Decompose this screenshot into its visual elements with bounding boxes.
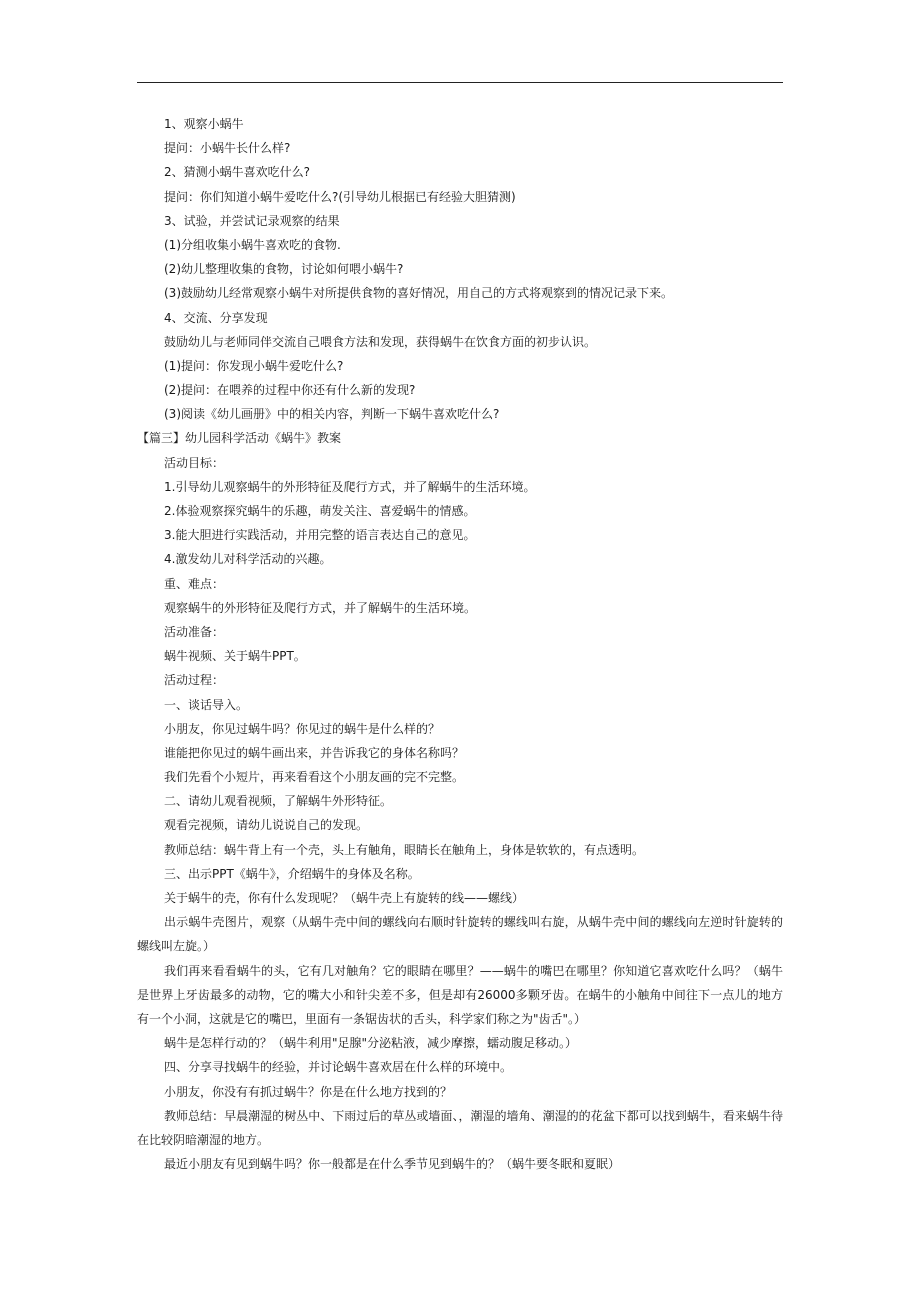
text-line: 谁能把你见过的蜗牛画出来，并告诉我它的身体名称吗？ [164,745,465,760]
step-2-heading: 2、猜测小蜗牛喜欢吃什么? [164,165,311,180]
text-line: 1.引导幼儿观察蜗牛的外形特征及爬行方式，并了解蜗牛的生活环境。 [164,479,536,494]
text-line: 鼓励幼儿与老师同伴交流自己喂食方法和发现，获得蜗牛在饮食方面的初步认识。 [164,334,597,349]
text-line: (1)分组收集小蜗牛喜欢吃的食物. [164,237,341,252]
text-line: 活动目标： [164,455,225,470]
section-title: 【篇三】幼儿园科学活动《蜗牛》教案 [137,431,342,446]
paragraph-mouth: 我们再来看看蜗牛的头，它有几对触角？它的眼睛在哪里？——蜗牛的嘴巴在哪里？你知道它喜欢吃什么吗？（蜗牛是世界上牙齿最多的动物，它的嘴大小和针尖差不多，但是却有26000多颗牙齿。在蜗牛的小触角中间往下一点儿的地方有一个小洞，这就是它的嘴巴，里面有一条锯齿状的舌头，科学家们称之为"齿舌"。） [137,963,783,1026]
step-4-heading: 4、交流、分享发现 [164,310,268,325]
text-line: 最近小朋友有见到蜗牛吗？你一般都是在什么季节见到蜗牛的？（蜗牛要冬眠和夏眠） [164,1157,621,1172]
text-line: 关于蜗牛的壳，你有什么发现呢？（蜗牛壳上有旋转的线——螺线） [164,891,525,905]
header-rule [137,82,783,83]
text-line: 3.能大胆进行实践活动，并用完整的语言表达自己的意见。 [164,528,476,543]
text-line: 我们先看个小短片，再来看看这个小朋友画的完不完整。 [164,770,465,785]
text-line: 四、分享寻找蜗牛的经验，并讨论蜗牛喜欢居在什么样的环境中。 [164,1060,513,1075]
text-line: 观察蜗牛的外形特征及爬行方式，并了解蜗牛的生活环境。 [164,600,477,615]
text-line: 提问：小蜗牛长什么样? [164,141,291,156]
text-line: 一、谈话导入。 [164,697,249,712]
text-line: 观看完视频，请幼儿说说自己的发现。 [164,818,369,833]
text-line: 重、难点： [164,576,225,591]
step-1-heading: 1、观察小蜗牛 [164,117,244,131]
text-line: 三、出示PPT《蜗牛》，介绍蜗牛的身体及名称。 [164,866,420,881]
text-line: 2.体验观察探究蜗牛的乐趣，萌发关注、喜爱蜗牛的情感。 [164,504,476,518]
text-line: 蜗牛视频、关于蜗牛PPT。 [164,649,306,664]
text-line: (1)提问：你发现小蜗牛爱吃什么? [164,358,344,373]
text-line: 提问：你们知道小蜗牛爱吃什么?(引导幼儿根据已有经验大胆猜测) [164,189,516,204]
text-line: (3)阅读《幼儿画册》中的相关内容，判断一下蜗牛喜欢吃什么? [164,407,500,422]
text-line: 活动准备： [164,624,225,639]
text-line: (2)幼儿整理收集的食物，讨论如何喂小蜗牛? [164,262,404,277]
paragraph-shell: 出示蜗牛壳图片，观察（从蜗牛壳中间的螺线向右顺时针旋转的螺线叫右旋，从蜗牛壳中间的螺线向左逆时针旋转的螺线叫左旋。） [137,915,783,954]
step-3-heading: 3、试验，并尝试记录观察的结果 [164,213,340,228]
text-line: 4.激发幼儿对科学活动的兴趣。 [164,552,332,567]
text-line: 小朋友，你见过蜗牛吗？你见过的蜗牛是什么样的？ [164,721,441,736]
text-line: 小朋友，你没有有抓过蜗牛？你是在什么地方找到的？ [164,1084,453,1099]
paragraph-summary: 教师总结：早晨潮湿的树丛中、下雨过后的草丛或墙面、，潮湿的墙角、潮湿的的花盆下都可以找到蜗牛，看来蜗牛待在比较阴暗潮湿的地方。 [137,1108,783,1147]
text-line: (3)鼓励幼儿经常观察小蜗牛对所提供食物的喜好情况，用自己的方式将观察到的情况记录下来。 [164,286,674,301]
text-line: 二、请幼儿观看视频，了解蜗牛外形特征。 [164,794,393,809]
text-line: 蜗牛是怎样行动的？（蜗牛利用"足腺"分泌粘液，减少摩擦，蠕动腹足移动。） [164,1036,578,1051]
text-line: 活动过程： [164,673,225,688]
document-body [137,112,783,1176]
text-line: (2)提问：在喂养的过程中你还有什么新的发现? [164,383,416,398]
text-line: 教师总结：蜗牛背上有一个壳，头上有触角，眼睛长在触角上，身体是软软的，有点透明。 [164,842,645,857]
